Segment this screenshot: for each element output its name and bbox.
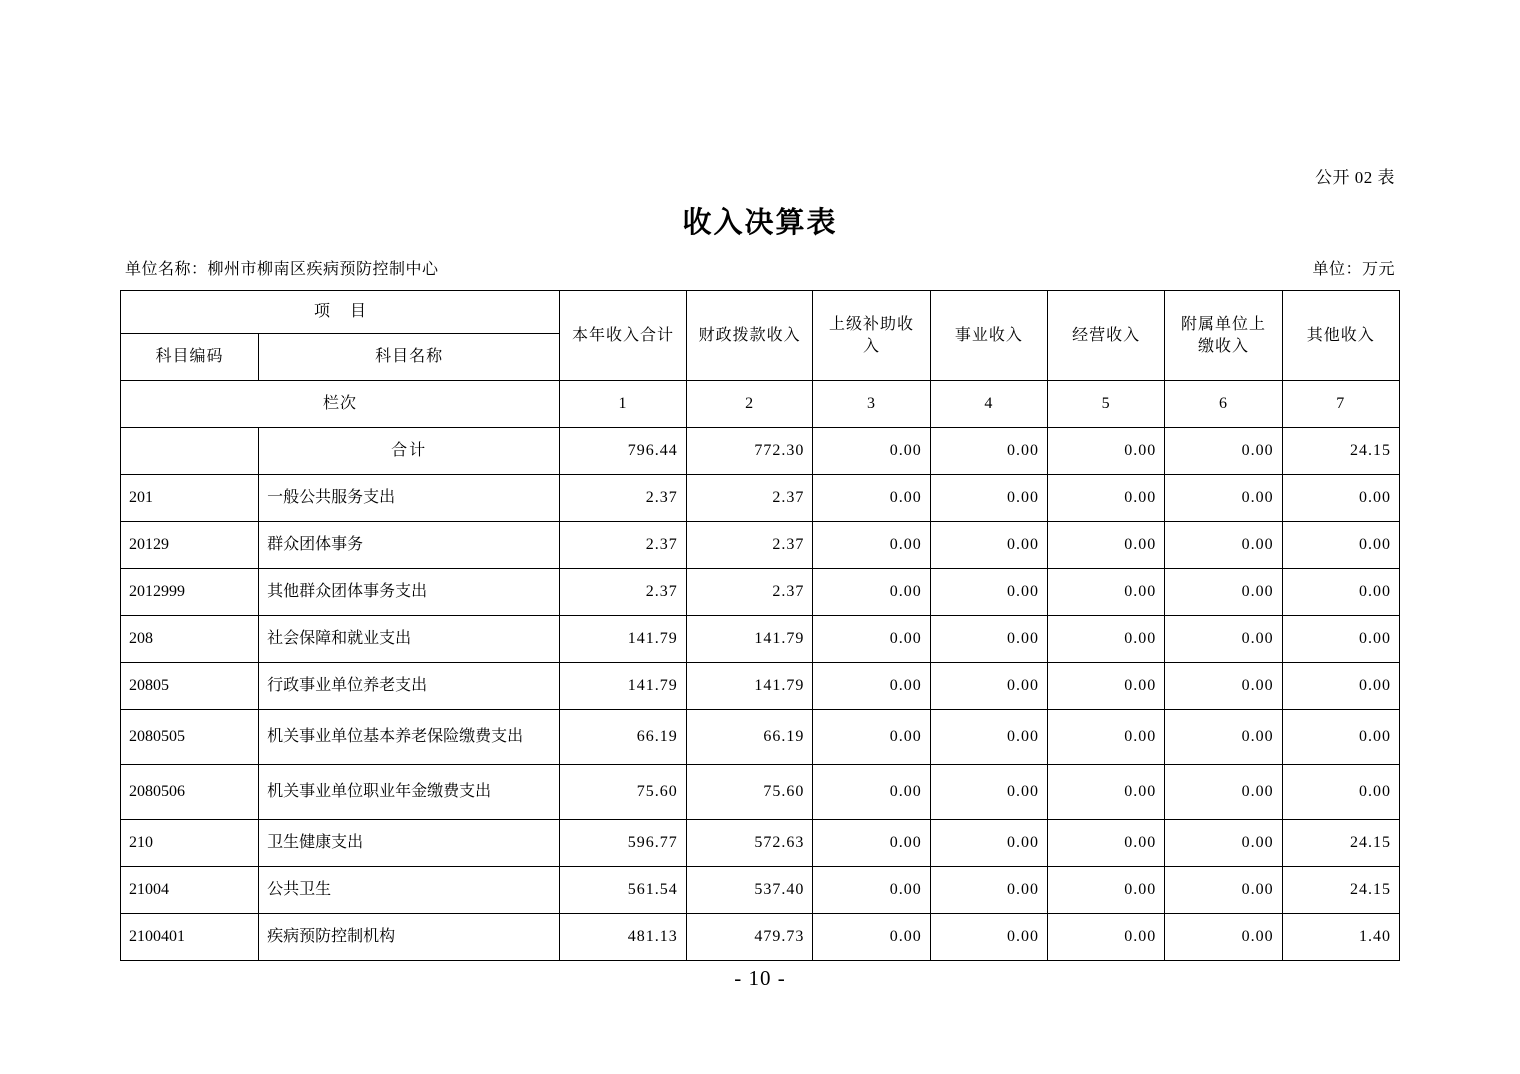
row-value-3: 0.00 — [813, 475, 930, 522]
row-value-1: 481.13 — [560, 914, 687, 961]
row-value-5: 0.00 — [1048, 820, 1165, 867]
total-row-value-1: 796.44 — [560, 428, 687, 475]
header-col-business: 经营收入 — [1048, 291, 1165, 381]
row-code: 2100401 — [121, 914, 259, 961]
row-value-5: 0.00 — [1048, 710, 1165, 765]
row-value-7: 0.00 — [1282, 710, 1399, 765]
row-value-1: 596.77 — [560, 820, 687, 867]
row-name: 群众团体事务 — [259, 522, 560, 569]
row-value-6: 0.00 — [1165, 475, 1282, 522]
total-row-value-3: 0.00 — [813, 428, 930, 475]
header-col-total: 本年收入合计 — [560, 291, 687, 381]
column-index-3: 3 — [813, 381, 930, 428]
row-value-4: 0.00 — [930, 820, 1047, 867]
row-value-4: 0.00 — [930, 616, 1047, 663]
row-value-4: 0.00 — [930, 710, 1047, 765]
row-value-1: 75.60 — [560, 765, 687, 820]
row-value-1: 141.79 — [560, 663, 687, 710]
row-value-1: 2.37 — [560, 475, 687, 522]
unit-name-label: 单位名称：柳州市柳南区疾病预防控制中心 — [125, 261, 439, 278]
row-value-6: 0.00 — [1165, 710, 1282, 765]
table-row — [121, 914, 1400, 961]
table-row-total — [121, 428, 1400, 475]
column-index-5: 5 — [1048, 381, 1165, 428]
row-value-6: 0.00 — [1165, 820, 1282, 867]
column-index-7: 7 — [1282, 381, 1399, 428]
row-name: 社会保障和就业支出 — [259, 616, 560, 663]
header-item-group: 项 目 — [121, 291, 560, 334]
row-name: 公共卫生 — [259, 867, 560, 914]
row-value-7: 24.15 — [1282, 867, 1399, 914]
row-code: 210 — [121, 820, 259, 867]
total-row-label: 合计 — [259, 428, 560, 475]
row-value-5: 0.00 — [1048, 765, 1165, 820]
row-name: 卫生健康支出 — [259, 820, 560, 867]
total-row-value-5: 0.00 — [1048, 428, 1165, 475]
row-value-4: 0.00 — [930, 765, 1047, 820]
row-value-1: 561.54 — [560, 867, 687, 914]
row-value-2: 2.37 — [686, 522, 813, 569]
row-value-7: 0.00 — [1282, 475, 1399, 522]
row-value-6: 0.00 — [1165, 569, 1282, 616]
row-value-6: 0.00 — [1165, 765, 1282, 820]
row-value-2: 75.60 — [686, 765, 813, 820]
table-row — [121, 710, 1400, 765]
header-col-superior-subsidy: 上级补助收入 — [813, 291, 930, 381]
total-row-value-6: 0.00 — [1165, 428, 1282, 475]
row-name: 机关事业单位职业年金缴费支出 — [259, 765, 560, 820]
row-value-2: 537.40 — [686, 867, 813, 914]
header-col-operating-institution: 事业收入 — [930, 291, 1047, 381]
row-value-2: 572.63 — [686, 820, 813, 867]
row-value-2: 2.37 — [686, 475, 813, 522]
table-header-row-1 — [121, 291, 1400, 334]
row-value-7: 1.40 — [1282, 914, 1399, 961]
row-value-6: 0.00 — [1165, 914, 1282, 961]
table-column-index-row — [121, 381, 1400, 428]
row-value-4: 0.00 — [930, 867, 1047, 914]
row-name: 其他群众团体事务支出 — [259, 569, 560, 616]
row-code: 208 — [121, 616, 259, 663]
row-name: 一般公共服务支出 — [259, 475, 560, 522]
row-value-1: 2.37 — [560, 569, 687, 616]
table-row — [121, 475, 1400, 522]
row-value-3: 0.00 — [813, 522, 930, 569]
row-name: 机关事业单位基本养老保险缴费支出 — [259, 710, 560, 765]
row-value-2: 479.73 — [686, 914, 813, 961]
row-value-4: 0.00 — [930, 569, 1047, 616]
row-value-5: 0.00 — [1048, 522, 1165, 569]
row-value-3: 0.00 — [813, 914, 930, 961]
row-value-5: 0.00 — [1048, 867, 1165, 914]
table-row — [121, 616, 1400, 663]
column-index-1: 1 — [560, 381, 687, 428]
column-index-4: 4 — [930, 381, 1047, 428]
row-value-2: 2.37 — [686, 569, 813, 616]
row-value-2: 66.19 — [686, 710, 813, 765]
table-row — [121, 569, 1400, 616]
header-col-fiscal: 财政拨款收入 — [686, 291, 813, 381]
row-value-5: 0.00 — [1048, 914, 1165, 961]
total-row-value-7: 24.15 — [1282, 428, 1399, 475]
row-value-3: 0.00 — [813, 663, 930, 710]
row-value-5: 0.00 — [1048, 475, 1165, 522]
row-value-6: 0.00 — [1165, 663, 1282, 710]
row-code: 20805 — [121, 663, 259, 710]
income-final-accounts-table — [120, 290, 1400, 961]
row-value-7: 24.15 — [1282, 820, 1399, 867]
row-value-4: 0.00 — [930, 475, 1047, 522]
row-value-4: 0.00 — [930, 663, 1047, 710]
total-row-code — [121, 428, 259, 475]
row-value-3: 0.00 — [813, 569, 930, 616]
row-code: 2080506 — [121, 765, 259, 820]
corner-label: 公开 02 表 — [1315, 168, 1395, 187]
table-row — [121, 867, 1400, 914]
row-value-3: 0.00 — [813, 867, 930, 914]
table-row — [121, 765, 1400, 820]
row-code: 21004 — [121, 867, 259, 914]
meta-row — [125, 256, 1395, 279]
column-index-2: 2 — [686, 381, 813, 428]
row-name: 行政事业单位养老支出 — [259, 663, 560, 710]
row-value-3: 0.00 — [813, 616, 930, 663]
total-row-value-2: 772.30 — [686, 428, 813, 475]
row-value-1: 66.19 — [560, 710, 687, 765]
row-value-4: 0.00 — [930, 914, 1047, 961]
row-value-7: 0.00 — [1282, 765, 1399, 820]
row-value-7: 0.00 — [1282, 522, 1399, 569]
row-value-5: 0.00 — [1048, 616, 1165, 663]
page-title: 收入决算表 — [682, 207, 838, 239]
total-row-value-4: 0.00 — [930, 428, 1047, 475]
row-code: 2080505 — [121, 710, 259, 765]
row-name: 疾病预防控制机构 — [259, 914, 560, 961]
page-number: - 10 - — [734, 966, 786, 990]
table-row — [121, 820, 1400, 867]
row-code: 201 — [121, 475, 259, 522]
row-value-3: 0.00 — [813, 820, 930, 867]
row-value-7: 0.00 — [1282, 663, 1399, 710]
row-value-3: 0.00 — [813, 710, 930, 765]
currency-unit-label: 单位：万元 — [1312, 261, 1395, 278]
row-value-5: 0.00 — [1048, 663, 1165, 710]
row-value-5: 0.00 — [1048, 569, 1165, 616]
row-value-2: 141.79 — [686, 616, 813, 663]
row-code: 2012999 — [121, 569, 259, 616]
column-index-label: 栏次 — [121, 381, 560, 428]
header-col-other: 其他收入 — [1282, 291, 1399, 381]
table-row — [121, 663, 1400, 710]
row-value-7: 0.00 — [1282, 569, 1399, 616]
row-value-1: 141.79 — [560, 616, 687, 663]
row-value-6: 0.00 — [1165, 867, 1282, 914]
header-subject-code: 科目编码 — [121, 334, 259, 381]
row-value-6: 0.00 — [1165, 522, 1282, 569]
header-col-affiliated-units: 附属单位上缴收入 — [1165, 291, 1282, 381]
row-value-3: 0.00 — [813, 765, 930, 820]
row-value-1: 2.37 — [560, 522, 687, 569]
header-subject-name: 科目名称 — [259, 334, 560, 381]
column-index-6: 6 — [1165, 381, 1282, 428]
row-code: 20129 — [121, 522, 259, 569]
row-value-6: 0.00 — [1165, 616, 1282, 663]
row-value-2: 141.79 — [686, 663, 813, 710]
row-value-7: 0.00 — [1282, 616, 1399, 663]
row-value-4: 0.00 — [930, 522, 1047, 569]
table-row — [121, 522, 1400, 569]
